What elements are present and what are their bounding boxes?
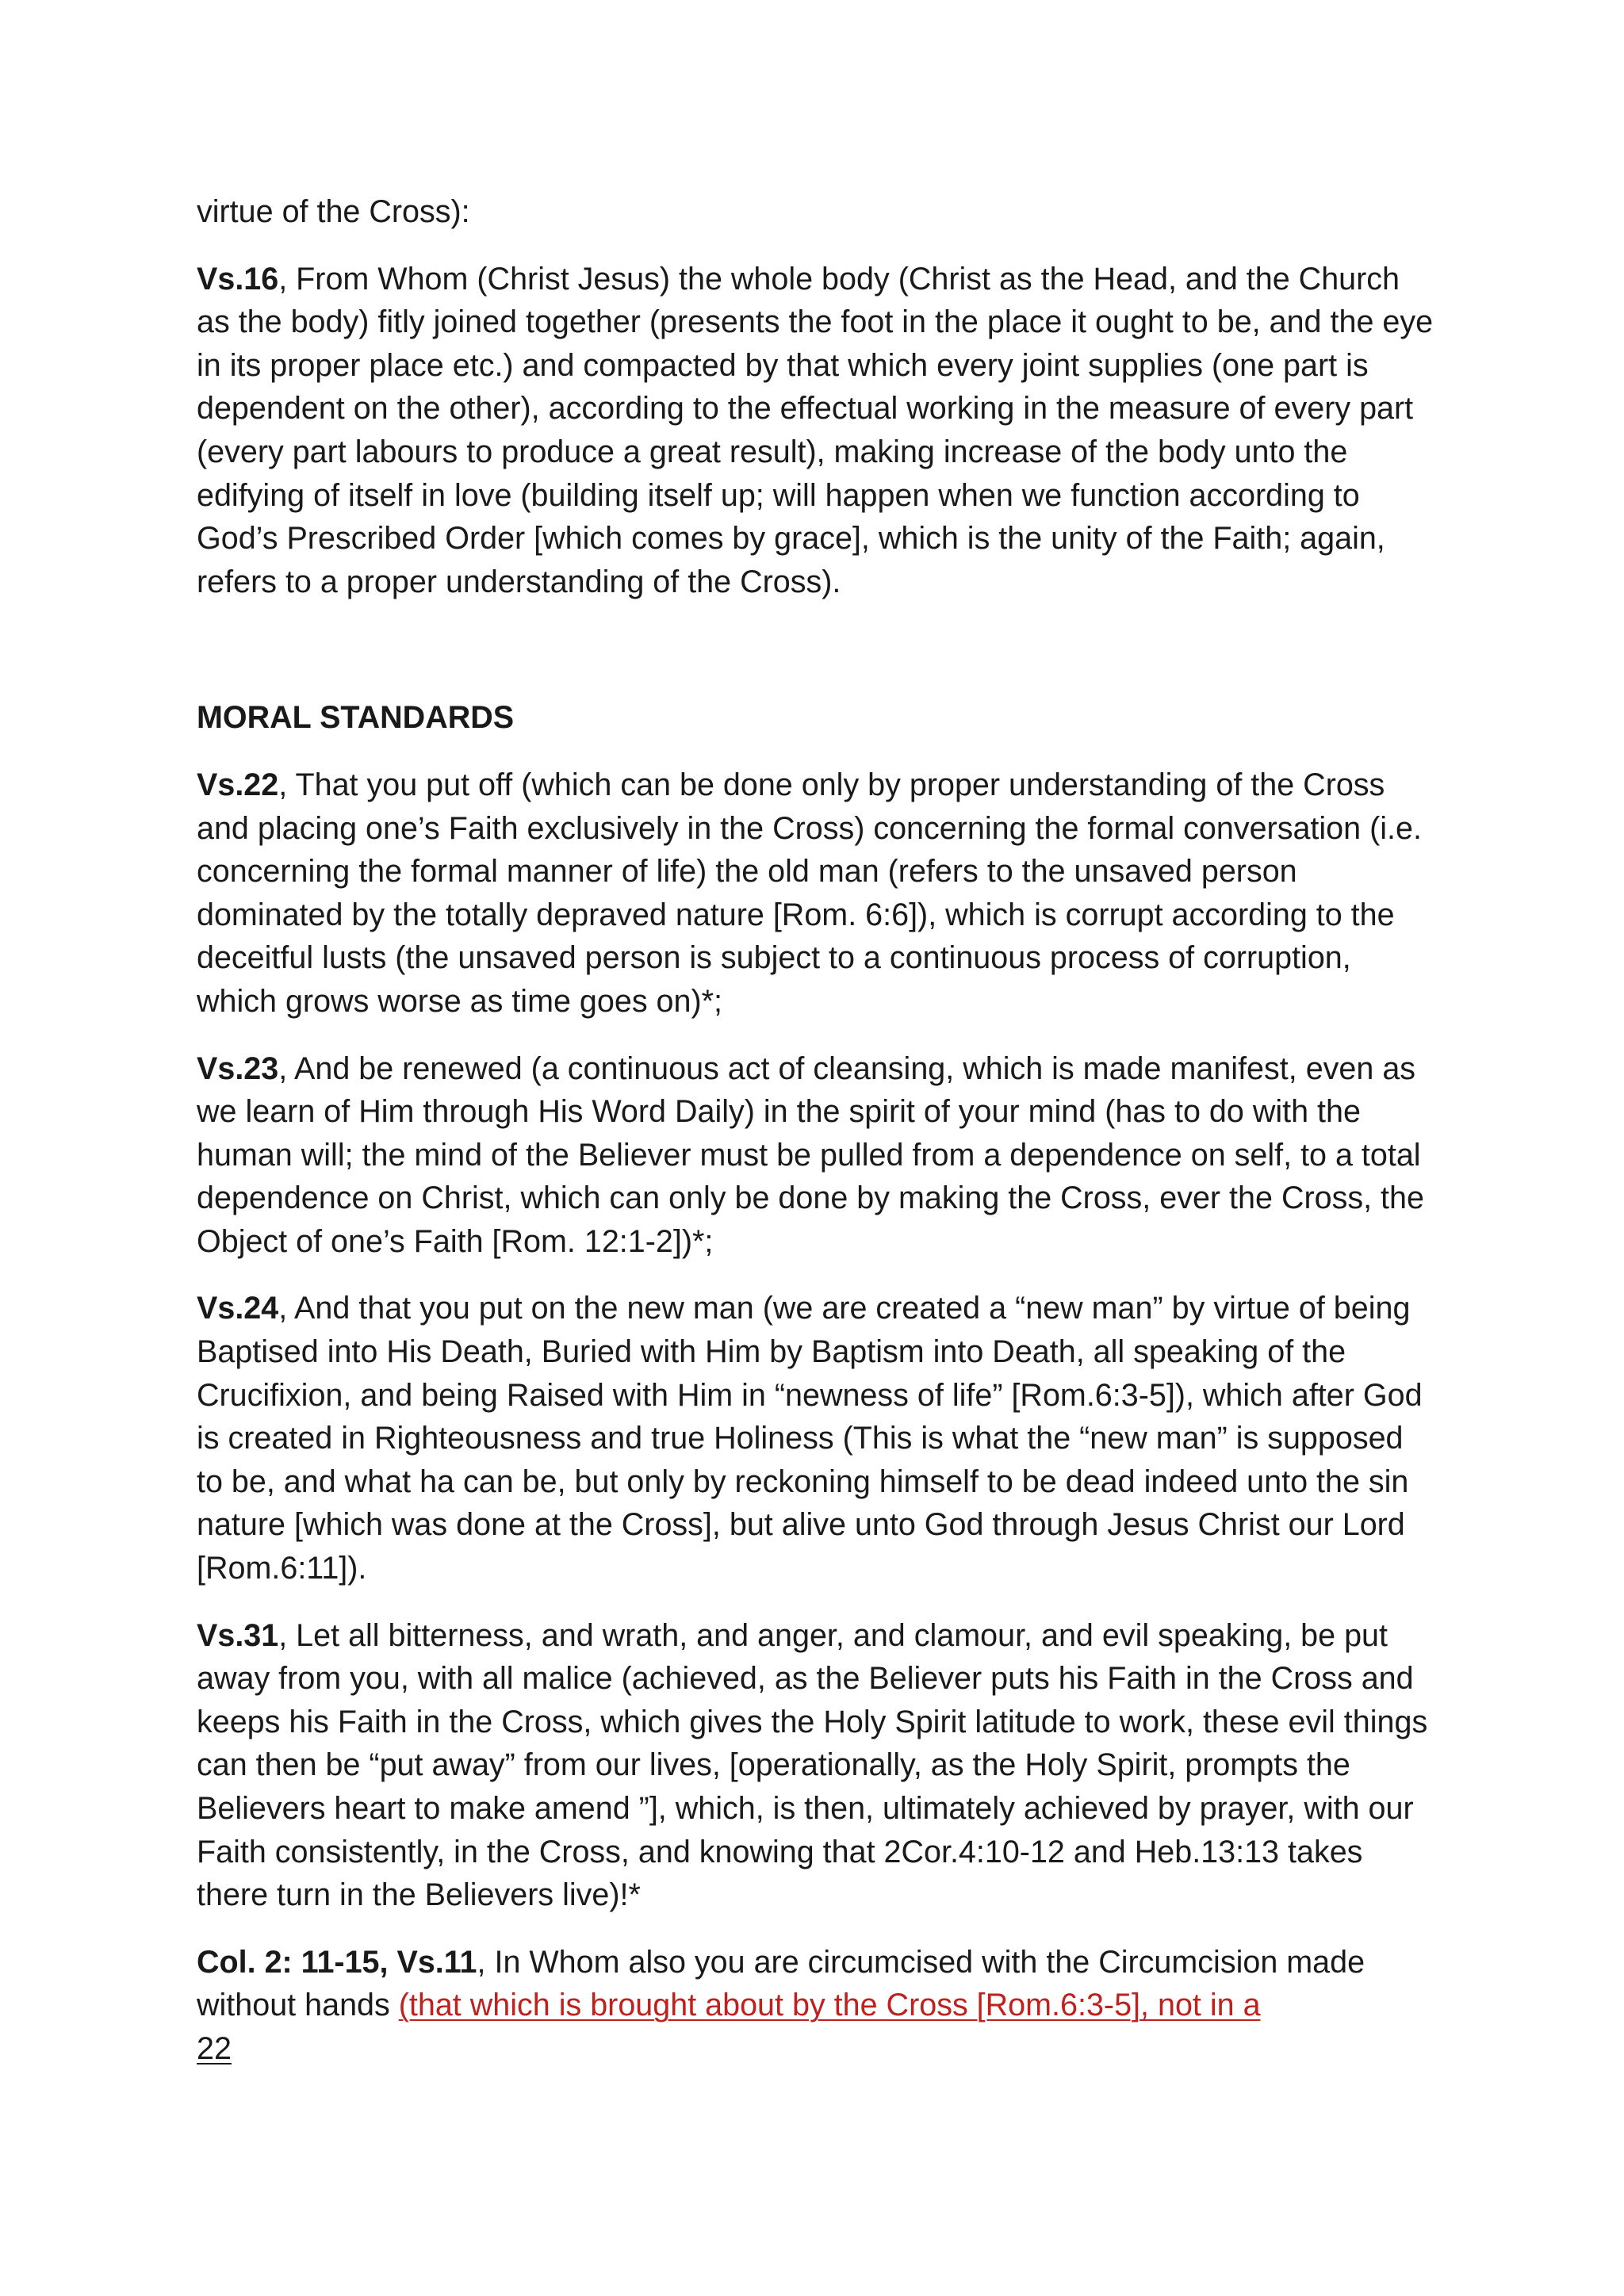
verse-text: , From Whom (Christ Jesus) the whole body (Christ as the Head, and the Church as the body) fitly joined together (presents the foot in the place it ought to be, and the eye in its proper place etc.) and compacted by that which every joint supplies (one part is dependent on the other), according to the effectual working in the measure of every part (every part labours to produce a great result), making increase of the body unto the edifying of itself in love (building itself up; will happen when we function according to God’s Prescribed Order [which comes by grace], which is the unity of the Faith; again, refers to a proper understanding of the Cross).	[197, 261, 1434, 599]
verse-text: , And that you put on the new man (we are created a “new man” by virtue of being Baptised into His Death, Buried with Him by Baptism into Death, all speaking of the Crucifixion, and being Raised with Him in “newness of life” [Rom.6:3-5]), which after God is created in Righteousness and true Holiness (This is what the “new man” is supposed to be, and what ha can be, but only by reckoning himself to be dead indeed unto the sin nature [which was done at the Cross], but alive unto God through Jesus Christ our Lord [Rom.6:11]).	[197, 1291, 1423, 1586]
verse-24	[197, 1287, 1434, 1590]
verse-text: , And be renewed (a continuous act of cleansing, which is made manifest, even as we learn of Him through His Word Daily) in the spirit of your mind (has to do with the human will; the mind of the Believer must be pulled from a dependence on self, to a total dependence on Christ, which can only be done by making the Cross, ever the Cross, the Object of one’s Faith [Rom. 12:1-2])*;	[197, 1050, 1424, 1259]
verse-text: , Let all bitterness, and wrath, and anger, and clamour, and evil speaking, be put away from you, with all malice (achieved, as the Believer puts his Faith in the Cross and keeps his Faith in the Cross, which gives the Holy Spirit latitude to work, these evil things can then be “put away” from our lives, [operationally, as the Holy Spirit, prompts the Believers heart to make amend ”], which, is then, ultimately achieved by prayer, with our Faith consistently, in the Cross, and knowing that 2Cor.4:10-12 and Heb.13:13 takes there turn in the Believers live)!*	[197, 1617, 1428, 1913]
verse-ref: Vs.24	[197, 1291, 279, 1326]
verse-ref: Vs.16	[197, 261, 279, 297]
col-2-verse-11	[197, 1941, 1434, 2027]
verse-ref: Vs.31	[197, 1617, 279, 1653]
verse-ref: Vs.23	[197, 1050, 279, 1086]
verse-16	[197, 258, 1434, 604]
verse-31	[197, 1614, 1434, 1917]
hyperlinked-commentary[interactable]: (that which is brought about by the Cross [Rom.6:3-5], not in a	[398, 1988, 1261, 2023]
verse-text: , That you put off (which can be done only by proper understanding of the Cross and placing one’s Faith exclusively in the Cross) concerning the formal conversation (i.e. concerning the formal manner of life) the old man (refers to the unsaved person dominated by the totally depraved nature [Rom. 6:6]), which is corrupt according to the deceitful lusts (the unsaved person is subject to a continuous process of corruption, which grows worse as time goes on)*;	[197, 767, 1422, 1019]
verse-23	[197, 1047, 1434, 1264]
page-number: 22	[197, 2030, 232, 2066]
verse-text: , In Whom also you are circumcised with the Circumcision made without hands	[197, 1944, 1365, 2023]
verse-ref: Vs.22	[197, 767, 279, 802]
section-heading: MORAL STANDARDS	[197, 700, 515, 736]
document-page	[197, 190, 1434, 2071]
verse-ref: Col. 2: 11-15, Vs.11	[197, 1944, 477, 1980]
intro-line: virtue of the Cross):	[197, 194, 470, 229]
verse-22	[197, 763, 1434, 1024]
